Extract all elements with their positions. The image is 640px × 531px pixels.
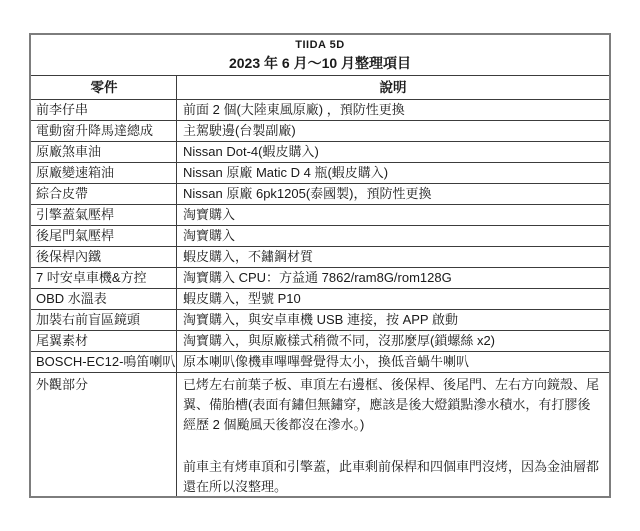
part-name: 原廠變速箱油 [36, 165, 115, 180]
part-name: 後尾門氣壓桿 [36, 228, 115, 243]
part-name: 加裝右前盲區鏡頭 [36, 312, 141, 327]
column-header-part: 零件 [90, 80, 118, 95]
table-row [31, 246, 609, 267]
table-row [31, 120, 609, 141]
part-name: 原廠煞車油 [36, 144, 102, 159]
part-description: 主駕駛邊(台製副廠) [176, 121, 609, 141]
table-row [31, 309, 609, 330]
part-description: 淘寶購入 [176, 226, 609, 246]
part-description: Nissan Dot-4(蝦皮購入) [176, 142, 609, 162]
table-row [31, 99, 609, 120]
part-description: 前面 2 個(大陸東風原廠) ，預防性更換 [176, 100, 609, 120]
maintenance-table [29, 33, 611, 498]
part-name: 前李仔串 [36, 102, 89, 117]
table-row [31, 225, 609, 246]
part-name: 綜合皮帶 [36, 186, 89, 201]
table-row [31, 267, 609, 288]
part-description: 淘寶購入，與原廠樣式稍微不同，沒那麼厚(鎖螺絲 x2) [176, 331, 609, 351]
table-row [31, 330, 609, 351]
part-name: BOSCH-EC12-鳴笛喇叭 [36, 354, 176, 369]
date-range-title: 2023 年 6 月～10 月整理項目 [228, 55, 412, 71]
table-row [31, 183, 609, 204]
exterior-paragraph-2: 前車主有烤車頂和引擎蓋，此車剩前保桿和四個車門沒烤，因為金油層都還在所以沒整理。 [183, 459, 600, 494]
part-description: Nissan 原廠 6pk1205(泰國製)，預防性更換 [176, 184, 609, 204]
part-description: 原本喇叭像機車嗶嗶聲覺得太小，換低音蝸牛喇叭 [176, 352, 609, 372]
part-name: OBD 水溫表 [36, 291, 107, 306]
part-name: 引擎蓋氣壓桿 [36, 207, 115, 222]
exterior-paragraph-1: 已烤左右前葉子板、車頂左右邊框、後保桿、後尾門、左右方向鏡殼、尾翼、備胎槽(表面有鏽但無鏽穿，應該是後大燈鎖點滲水積水，有打膠後經歷 2 個颱風天後都沒在滲水。) [183, 377, 600, 432]
part-name: 7 吋安卓車機&方控 [36, 270, 147, 285]
part-name: 後保桿內鐵 [36, 249, 102, 264]
part-description: Nissan 原廠 Matic D 4 瓶(蝦皮購入) [176, 163, 609, 183]
table-row [31, 162, 609, 183]
part-name: 外觀部分 [36, 377, 89, 392]
part-description [176, 373, 609, 496]
part-description: 淘寶購入，與安卓車機 USB 連接，按 APP 啟動 [176, 310, 609, 330]
table-row [31, 288, 609, 309]
part-name: 尾翼素材 [36, 333, 89, 348]
vehicle-model-title: TIIDA 5D [295, 39, 345, 51]
table-row [31, 204, 609, 225]
column-header-description: 說明 [176, 76, 609, 99]
part-description: 淘寶購入 CPU：方益通 7862/ram8G/rom128G [176, 268, 609, 288]
part-description: 淘寶購入 [176, 205, 609, 225]
table-row [31, 351, 609, 372]
part-name: 電動窗升降馬達總成 [36, 123, 154, 138]
table-header-row [31, 75, 609, 99]
part-description: 蝦皮購入，型號 P10 [176, 289, 609, 309]
table-title-cell [31, 35, 609, 75]
part-description: 蝦皮購入，不鏽鋼材質 [176, 247, 609, 267]
table-row-exterior [31, 372, 609, 496]
table-row [31, 141, 609, 162]
